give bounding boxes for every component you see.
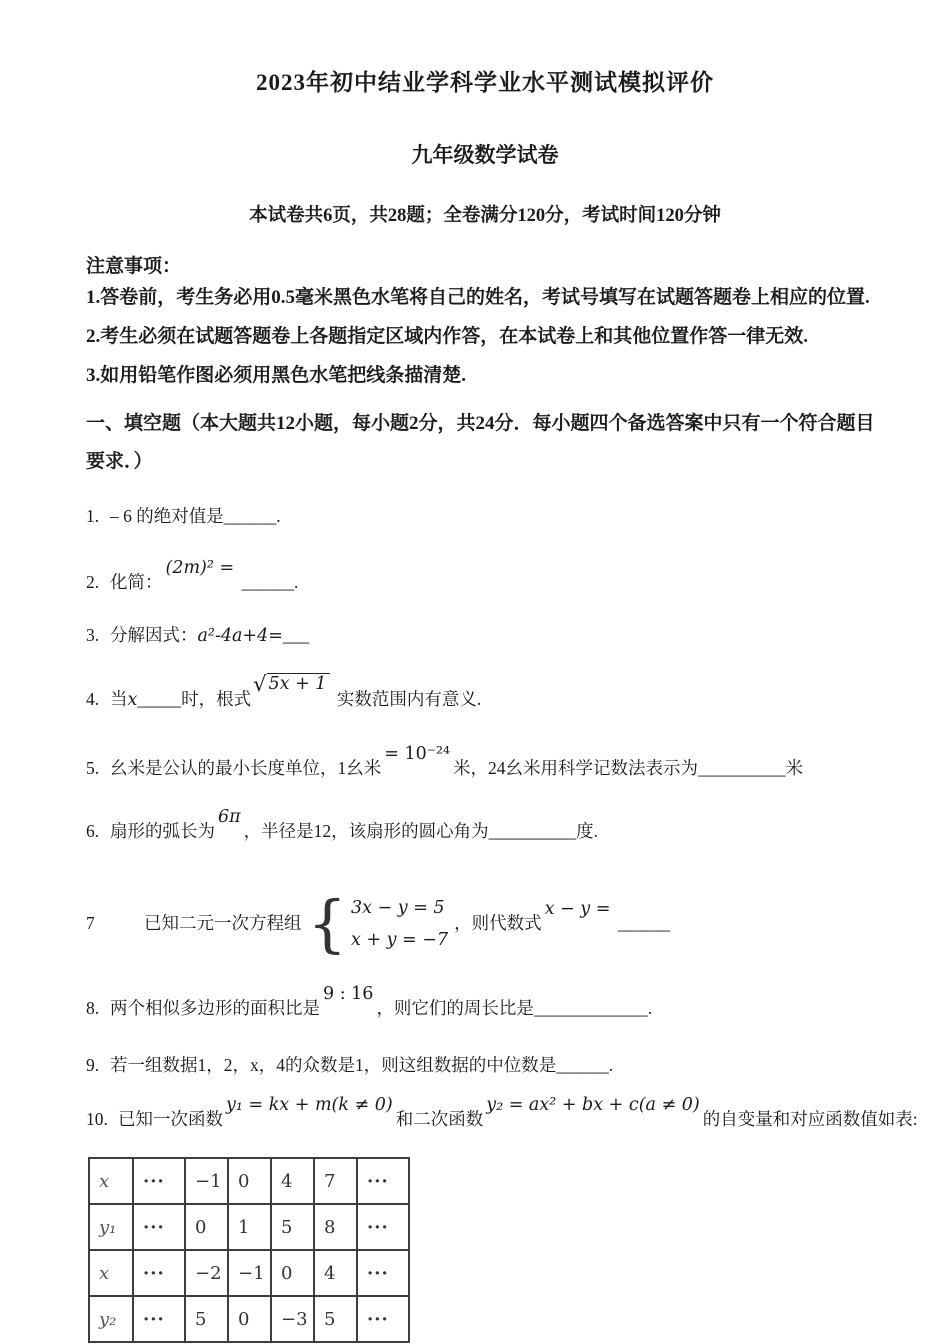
- question-text: 米，24幺米用科学记数法表示为: [453, 758, 699, 778]
- table-cell: −3: [271, 1296, 314, 1342]
- answer-blank: _____________.: [533, 998, 653, 1018]
- table-cell: 0: [228, 1296, 271, 1342]
- table-cell: ···: [357, 1158, 409, 1204]
- table-cell: −2: [185, 1250, 228, 1296]
- question-number: 9.: [86, 1055, 100, 1075]
- question-text: 和二次函数: [395, 1109, 484, 1129]
- row-label: x: [89, 1158, 133, 1204]
- table-row-y2: [89, 1296, 409, 1342]
- question-text: 实数范围内有意义.: [336, 689, 482, 709]
- row-label: x: [89, 1250, 133, 1296]
- table-cell: 0: [228, 1158, 271, 1204]
- table-cell: 0: [271, 1250, 314, 1296]
- table-cell: 7: [314, 1158, 357, 1204]
- question-9: [86, 1052, 884, 1078]
- question-text: 幺米是公认的最小长度单位，1幺米: [110, 758, 382, 778]
- table-cell: ···: [133, 1250, 185, 1296]
- question-6: [86, 807, 884, 845]
- table-cell: 4: [271, 1158, 314, 1204]
- equation-system: [307, 887, 449, 960]
- question-number: 5.: [86, 758, 100, 778]
- question-text: ，则它们的周长比是: [376, 998, 534, 1018]
- table-cell: 4: [314, 1250, 357, 1296]
- math-formula-linear: y₁ = kx + m(k ≠ 0): [226, 1095, 393, 1115]
- answer-blank: __________: [488, 821, 577, 841]
- table-row-y1: [89, 1204, 409, 1250]
- question-text: 当: [110, 689, 128, 709]
- question-7: [86, 887, 884, 960]
- radicand: 5x + 1: [267, 673, 331, 694]
- question-text: ，半径是12，该扇形的圆心角为: [243, 821, 489, 841]
- table-row-x1: [89, 1158, 409, 1204]
- equation-1: 3x − y = 5: [350, 898, 445, 918]
- question-4: [86, 672, 884, 713]
- table-row-x2: [89, 1250, 409, 1296]
- question-number: 7: [86, 913, 95, 933]
- question-text: 两个相似多边形的面积比是: [110, 998, 320, 1018]
- notice-item-2: 2.考生必须在试题答题卷上各题指定区域内作答，在本试卷上和其他位置作答一律无效.: [86, 326, 809, 347]
- table-cell: 5: [271, 1204, 314, 1250]
- table-cell: −1: [185, 1158, 228, 1204]
- answer-blank: __________: [698, 758, 786, 778]
- table-cell: 5: [314, 1296, 357, 1342]
- question-text: 米: [785, 758, 804, 778]
- math-formula: = 10⁻²⁴: [384, 744, 451, 764]
- question-text: 化简：: [110, 572, 163, 592]
- question-number: 4.: [86, 689, 100, 709]
- page-subtitle: 九年级数学试卷: [411, 143, 559, 167]
- question-number: 3.: [86, 625, 100, 645]
- radical-expression: [251, 669, 332, 697]
- notice-item-1: 1.答卷前，考生务必用0.5毫米黑色水笔将自己的姓名，考试号填写在试题答题卷上相应的位置.: [86, 287, 870, 308]
- table-cell: 0: [185, 1204, 228, 1250]
- notice-item-3: 3.如用铅笔作图必须用黑色水笔把线条描清楚.: [86, 365, 467, 386]
- exam-info-line: 本试卷共6页，共28题；全卷满分120分，考试时间120分钟: [249, 206, 721, 226]
- question-number: 10.: [86, 1109, 108, 1129]
- question-number: 6.: [86, 821, 100, 841]
- table-cell: ···: [357, 1204, 409, 1250]
- table-cell: 1: [228, 1204, 271, 1250]
- function-values-table: [88, 1157, 410, 1343]
- question-5: [86, 744, 884, 782]
- question-number: 8.: [86, 998, 100, 1018]
- answer-blank: ______.: [556, 1055, 614, 1075]
- question-text: 已知一次函数: [118, 1109, 223, 1129]
- question-text: ，则代数式: [454, 913, 542, 933]
- question-3: [86, 622, 884, 649]
- question-text: 若一组数据1，2，x，4的众数是1，则这组数据的中位数是: [110, 1055, 557, 1075]
- brace-glyph: {: [307, 887, 347, 960]
- question-text: 度.: [576, 821, 599, 841]
- question-text: 时，根式: [181, 689, 252, 709]
- math-variable: x: [127, 690, 138, 710]
- question-text: 分解因式：: [110, 625, 198, 645]
- question-8: [86, 984, 884, 1022]
- notices-heading: 注意事项：: [86, 256, 182, 277]
- table-cell: ···: [357, 1250, 409, 1296]
- answer-blank: _____: [137, 689, 182, 709]
- page-title: 2023年初中结业学科学业水平测试模拟评价: [256, 70, 714, 95]
- math-formula: 9 : 16: [323, 984, 374, 1004]
- math-formula-quadratic: y₂ = ax² + bx + c(a ≠ 0): [486, 1095, 700, 1115]
- question-text: 的自变量和对应函数值如表:: [702, 1109, 918, 1129]
- answer-blank: ______: [617, 913, 671, 933]
- table-cell: −1: [228, 1250, 271, 1296]
- row-label: y₂: [89, 1296, 133, 1342]
- math-formula: x − y =: [544, 899, 611, 919]
- equation-2: x + y = −7: [350, 930, 449, 950]
- question-text: – 6 的绝对值是: [110, 506, 224, 526]
- table-cell: 5: [185, 1296, 228, 1342]
- row-label: y₁: [89, 1204, 133, 1250]
- question-text: 已知二元一次方程组: [144, 913, 302, 933]
- table-cell: ···: [133, 1204, 185, 1250]
- question-number: 1.: [86, 506, 100, 526]
- question-number: 2.: [86, 572, 100, 592]
- answer-blank: ______.: [223, 506, 281, 526]
- table-cell: ···: [133, 1296, 185, 1342]
- answer-blank: ______.: [241, 572, 299, 592]
- table-cell: ···: [357, 1296, 409, 1342]
- section-heading: 一、填空题（本大题共12小题，每小题2分，共24分．每小题四个备选答案中只有一个符合题目要求．）: [86, 413, 875, 472]
- question-10: [86, 1095, 918, 1133]
- question-2: [86, 558, 884, 596]
- table-cell: 8: [314, 1204, 357, 1250]
- math-formula: 6π: [218, 807, 241, 827]
- table-cell: ···: [133, 1158, 185, 1204]
- question-text: 扇形的弧长为: [110, 821, 215, 841]
- answer-blank: ___: [282, 625, 310, 645]
- question-1: [86, 503, 884, 529]
- math-formula: a²-4a+4=: [197, 626, 283, 646]
- radical-sign: √: [253, 672, 267, 696]
- math-formula: (2m)² =: [165, 558, 235, 578]
